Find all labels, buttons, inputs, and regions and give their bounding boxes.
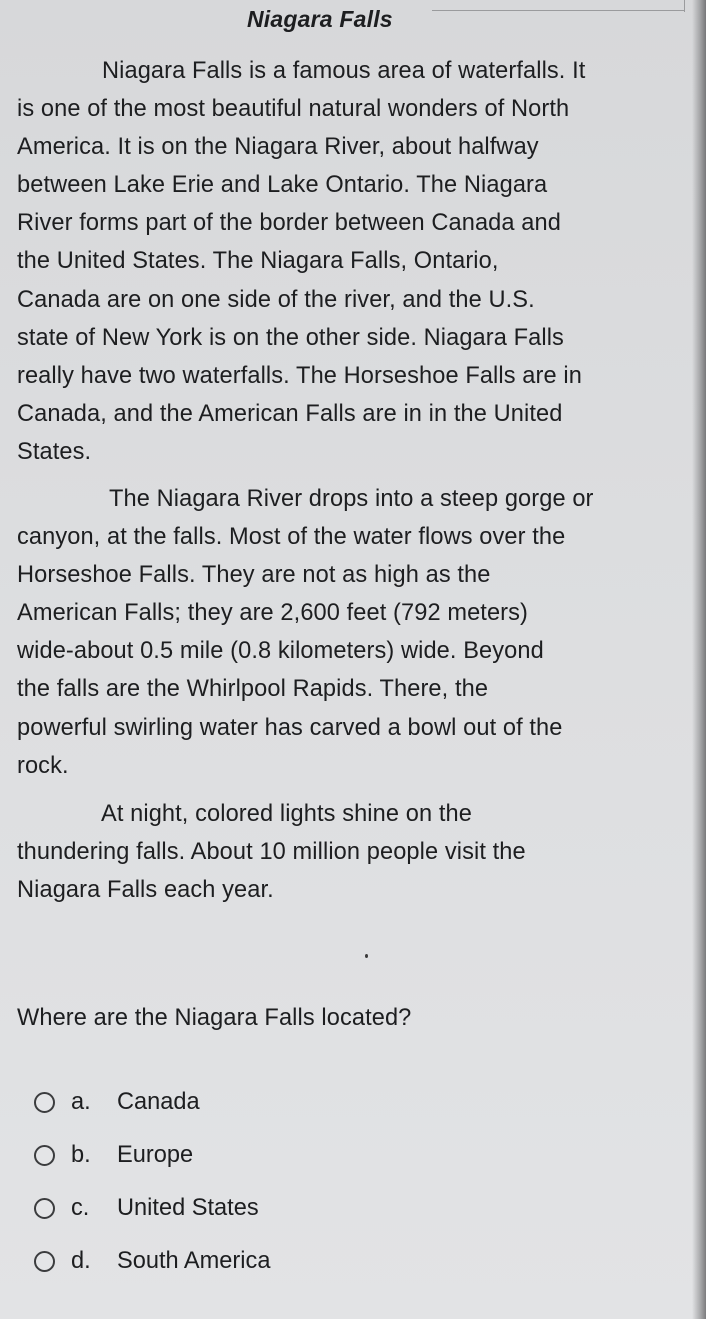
passage-line: Canada, and the American Falls are in in the United bbox=[17, 400, 563, 427]
option-letter: c. bbox=[71, 1194, 90, 1221]
passage-line: Niagara Falls each year. bbox=[17, 877, 274, 904]
passage-line: At night, colored lights shine on the bbox=[101, 801, 472, 827]
passage-line: between Lake Erie and Lake Ontario. The Niagara bbox=[17, 172, 548, 199]
passage-line: States. bbox=[17, 438, 92, 465]
header-rule bbox=[432, 10, 684, 11]
answer-option-a[interactable] bbox=[34, 1087, 200, 1117]
passage-line: powerful swirling water has carved a bowl out of the bbox=[17, 714, 563, 741]
passage-line: the United States. The Niagara Falls, Ontario, bbox=[17, 248, 499, 275]
passage-line: Niagara Falls is a famous area of waterfalls. It bbox=[102, 58, 586, 84]
option-letter: b. bbox=[71, 1141, 91, 1168]
header-rule-tick bbox=[684, 0, 685, 12]
answer-option-d[interactable] bbox=[34, 1246, 270, 1276]
question-text: Where are the Niagara Falls located? bbox=[17, 1005, 412, 1031]
radio-button-icon[interactable] bbox=[34, 1145, 55, 1166]
passage-line: state of New York is on the other side. Niagara Falls bbox=[17, 324, 564, 351]
option-letter: d. bbox=[71, 1247, 91, 1274]
passage-line: America. It is on the Niagara River, about halfway bbox=[17, 134, 539, 161]
passage-line: Horseshoe Falls. They are not as high as the bbox=[17, 562, 491, 589]
option-letter: a. bbox=[71, 1088, 91, 1115]
option-label: Canada bbox=[117, 1088, 200, 1115]
paragraph-2 bbox=[17, 480, 687, 785]
radio-button-icon[interactable] bbox=[34, 1092, 55, 1113]
page-edge-shadow bbox=[692, 0, 706, 1319]
option-label: Europe bbox=[117, 1141, 194, 1168]
passage-line: canyon, at the falls. Most of the water flows over the bbox=[17, 524, 566, 551]
passage-title: Niagara Falls bbox=[247, 6, 393, 32]
passage-line: Canada are on one side of the river, and the U.S. bbox=[17, 286, 535, 313]
passage-line: rock. bbox=[17, 752, 69, 779]
passage-line: the falls are the Whirlpool Rapids. There, the bbox=[17, 676, 489, 703]
answer-option-b[interactable] bbox=[34, 1140, 193, 1170]
paragraph-1 bbox=[17, 52, 687, 471]
radio-button-icon[interactable] bbox=[34, 1198, 55, 1219]
option-label: South America bbox=[117, 1247, 271, 1274]
passage-line: wide-about 0.5 mile (0.8 kilometers) wide. Beyond bbox=[17, 638, 544, 665]
radio-button-icon[interactable] bbox=[34, 1251, 55, 1272]
passage-line: is one of the most beautiful natural wonders of North bbox=[17, 96, 570, 123]
passage-line: River forms part of the border between Canada and bbox=[17, 210, 561, 237]
paper-speck bbox=[365, 954, 368, 958]
passage-line: American Falls; they are 2,600 feet (792 meters) bbox=[17, 600, 528, 627]
paragraph-3 bbox=[17, 795, 687, 909]
answer-option-c[interactable] bbox=[34, 1193, 259, 1223]
passage-line: The Niagara River drops into a steep gorge or bbox=[109, 486, 594, 512]
passage-line: really have two waterfalls. The Horseshoe Falls are in bbox=[17, 362, 582, 389]
passage-line: thundering falls. About 10 million people visit the bbox=[17, 839, 526, 866]
option-label: United States bbox=[117, 1194, 259, 1221]
